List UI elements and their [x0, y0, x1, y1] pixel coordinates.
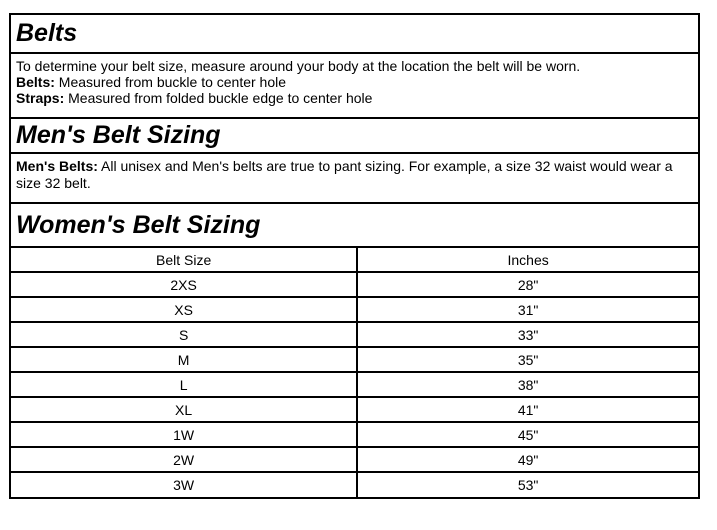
belt-size-cell: M	[11, 347, 357, 372]
inches-cell: 33"	[357, 322, 698, 347]
belts-measurement-line	[16, 74, 692, 90]
womens-belt-sizing-table	[11, 248, 698, 497]
belt-size-cell: S	[11, 322, 357, 347]
belt-size-cell: XL	[11, 397, 357, 422]
table-row	[11, 447, 698, 472]
column-header-inches: Inches	[507, 251, 549, 268]
belt-size-cell: 1W	[11, 422, 357, 447]
inches-cell: 28"	[357, 272, 698, 297]
belt-size-cell: XS	[11, 297, 357, 322]
inches-cell: 31"	[357, 297, 698, 322]
table-row	[11, 472, 698, 497]
straps-measurement-text: Measured from folded buckle edge to center hole	[68, 90, 373, 106]
inches-cell: 49"	[357, 447, 698, 472]
mens-belts-text: All unisex and Men's belts are true to pant sizing. For example, a size 32 waist would wear a size 32 belt.	[16, 158, 673, 191]
straps-label: Straps:	[16, 90, 65, 106]
belt-size-cell: 2XS	[11, 272, 357, 297]
inches-cell: 45"	[357, 422, 698, 447]
belt-size-cell: L	[11, 372, 357, 397]
inches-cell: 35"	[357, 347, 698, 372]
table-row	[11, 297, 698, 322]
inches-cell: 41"	[357, 397, 698, 422]
belt-size-cell: 2W	[11, 447, 357, 472]
straps-measurement-line	[16, 90, 692, 106]
belt-measurement-instructions	[11, 54, 698, 119]
womens-belt-sizing-heading	[11, 204, 698, 248]
mens-belts-label: Men's Belts:	[16, 158, 98, 174]
table-row	[11, 322, 698, 347]
womens-heading-text: Women's Belt Sizing	[16, 210, 261, 239]
belt-size-cell: 3W	[11, 472, 357, 497]
belts-heading-text: Belts	[16, 19, 78, 47]
table-row	[11, 397, 698, 422]
belts-section-heading	[11, 15, 698, 54]
mens-belt-sizing-heading	[11, 119, 698, 154]
table-row	[11, 372, 698, 397]
table-header-row	[11, 248, 698, 272]
mens-belts-note	[11, 154, 698, 204]
belts-measurement-text: Measured from buckle to center hole	[58, 74, 287, 90]
belts-label: Belts:	[16, 74, 55, 90]
table-body	[11, 272, 698, 497]
table-row	[11, 272, 698, 297]
belt-sizing-document	[9, 13, 700, 499]
column-header-belt-size: Belt Size	[11, 248, 357, 272]
table-row	[11, 347, 698, 372]
inches-cell: 38"	[357, 372, 698, 397]
inches-cell: 53"	[357, 472, 698, 497]
table-row	[11, 422, 698, 447]
intro-line: To determine your belt size, measure around your body at the location the belt will be worn.	[16, 58, 581, 74]
mens-heading-text: Men's Belt Sizing	[16, 121, 221, 149]
